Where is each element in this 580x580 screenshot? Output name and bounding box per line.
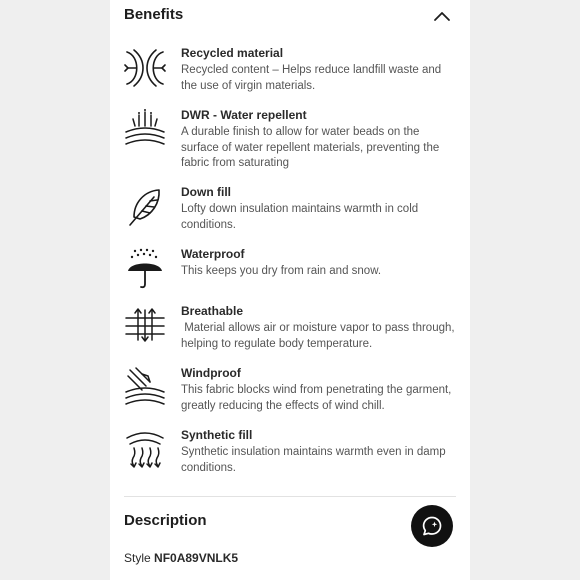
benefit-title: Windproof bbox=[181, 366, 241, 380]
benefit-description: Material allows air or moisture vapor to pass through, helping to regulate body temperature. bbox=[181, 322, 455, 350]
benefits-title: Benefits bbox=[124, 6, 184, 23]
description-heading[interactable]: Description bbox=[124, 512, 207, 529]
chevron-up-icon[interactable] bbox=[432, 7, 452, 25]
water-repellent-icon bbox=[124, 108, 166, 152]
benefit-description: This fabric blocks wind from penetrating the garment, greatly reducing the effects of wind chill. bbox=[181, 384, 452, 412]
benefit-title: Synthetic fill bbox=[181, 428, 253, 442]
benefit-description: Synthetic insulation maintains warmth even in damp conditions. bbox=[181, 446, 446, 474]
benefit-description: This keeps you dry from rain and snow. bbox=[181, 265, 382, 277]
section-divider bbox=[124, 496, 456, 497]
windproof-icon bbox=[124, 366, 166, 410]
umbrella-icon bbox=[124, 247, 166, 291]
chat-button[interactable] bbox=[411, 505, 453, 547]
feather-icon bbox=[124, 185, 166, 229]
benefit-description: A durable finish to allow for water beads on the surface of water repellent materials, preventing the fabric from saturating bbox=[181, 126, 440, 169]
style-label: Style bbox=[124, 551, 151, 565]
benefit-title: Recycled material bbox=[181, 46, 284, 60]
benefit-title: Breathable bbox=[181, 304, 244, 318]
product-panel bbox=[110, 0, 470, 580]
benefits-header[interactable] bbox=[124, 0, 456, 34]
benefit-title: Down fill bbox=[181, 185, 231, 199]
breathable-icon bbox=[124, 304, 166, 348]
benefit-description: Lofty down insulation maintains warmth in cold conditions. bbox=[181, 203, 419, 231]
benefit-description: Recycled content – Helps reduce landfill waste and the use of virgin materials. bbox=[181, 64, 442, 92]
synthetic-fill-icon bbox=[124, 428, 166, 472]
style-number bbox=[124, 551, 238, 565]
benefit-title: DWR - Water repellent bbox=[181, 108, 307, 122]
recycled-icon bbox=[124, 46, 166, 90]
benefit-title: Waterproof bbox=[181, 247, 245, 261]
chat-icon bbox=[421, 515, 443, 537]
style-value: NF0A89VNLK5 bbox=[154, 551, 239, 565]
